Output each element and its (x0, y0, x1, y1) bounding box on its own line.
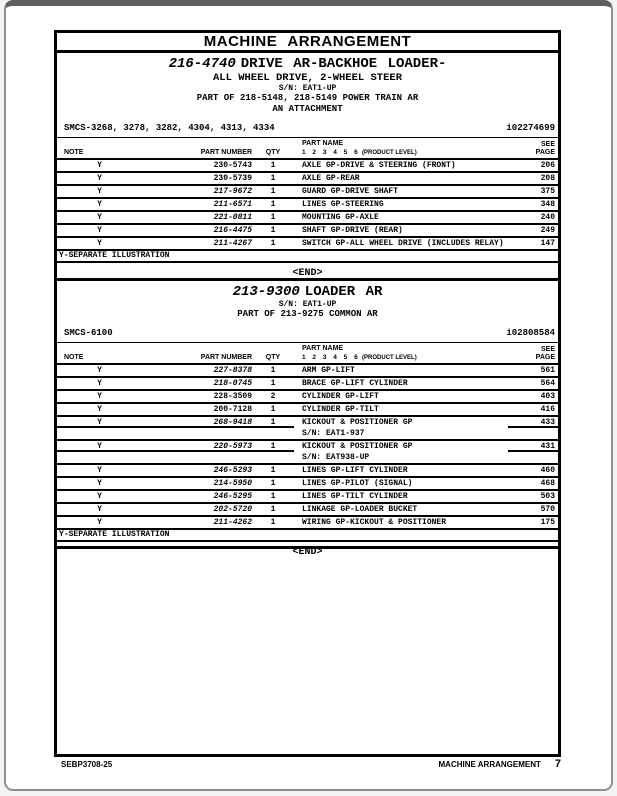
note-cell: Y (97, 226, 102, 235)
part-name-cell: S/N: EAT938-UP (302, 453, 370, 462)
empty-section (57, 549, 558, 754)
see-page-cell: 403 (540, 392, 555, 401)
part-number-cell (142, 452, 252, 463)
note-cell: Y (97, 392, 102, 401)
smcs-code: SMCS-3268, 3278, 3282, 4304, 4313, 4334 (64, 123, 275, 133)
smcs-code: SMCS-6100 (64, 328, 113, 338)
note-cell: Y (97, 200, 102, 209)
qty-cell: 1 (270, 518, 276, 527)
part-name-cell: WIRING GP-KICKOUT & POSITIONER (302, 518, 447, 527)
page-footer (61, 758, 561, 771)
part-number-cell: 268-9418 (142, 417, 252, 428)
part-number-cell: 230-5739 (213, 174, 252, 183)
table-row (57, 238, 558, 251)
part-name-cell: KICKOUT & POSITIONER GP (302, 418, 413, 427)
part-name-cell: S/N: EAT1-937 (302, 429, 365, 438)
note-cell: Y (97, 213, 102, 222)
part-name-cell: LINES GP-PILOT (SIGNAL) (302, 479, 413, 488)
qty-cell: 1 (270, 479, 276, 488)
section-part-number: 213-9300 (232, 284, 300, 300)
note-cell (57, 452, 142, 463)
note-cell: Y (97, 174, 102, 183)
note-cell: Y (97, 405, 102, 414)
header-note: NOTE (64, 354, 84, 361)
part-number-cell: 221-0811 (213, 213, 252, 222)
see-page-cell: 416 (540, 405, 555, 414)
document-page (4, 0, 613, 791)
qty-cell: 1 (270, 466, 276, 475)
table-row (57, 452, 558, 465)
qty-cell: 1 (270, 226, 276, 235)
footnote: Y-SEPARATE ILLUSTRATION (57, 530, 558, 542)
product-level-label: (PRODUCT LEVEL) (362, 150, 417, 156)
see-page-cell: 570 (540, 505, 555, 514)
page-title: MACHINE ARRANGEMENT (57, 33, 558, 53)
note-cell: Y (57, 417, 142, 428)
table-body (57, 365, 558, 530)
header-page: PAGE (535, 354, 555, 361)
part-number-cell: 227-8378 (213, 366, 252, 375)
see-page-cell: 206 (540, 161, 555, 170)
header-part-name-label: PART NAME (302, 140, 344, 147)
section-title-text: LOADER AR (304, 284, 383, 300)
table-row (57, 199, 558, 212)
end-marker: <END> (292, 547, 323, 558)
part-name-cell: KICKOUT & POSITIONER GP (302, 442, 413, 451)
end-marker: <END> (292, 268, 323, 279)
header-see: SEE (540, 346, 555, 353)
see-page-cell: 375 (540, 187, 555, 196)
table-row (57, 441, 558, 452)
part-number-cell: 228-3509 (213, 392, 252, 401)
qty-cell: 1 (270, 366, 276, 375)
table-row (57, 417, 558, 428)
qty-cell: 1 (270, 239, 276, 248)
qty-cell: 1 (270, 492, 276, 501)
header-part-number: PART NUMBER (200, 354, 252, 361)
table-row (57, 212, 558, 225)
table-row (57, 173, 558, 186)
content-frame (54, 30, 561, 757)
qty-cell: 1 (270, 161, 276, 170)
qty-cell: 1 (270, 405, 276, 414)
table-row (57, 404, 558, 417)
header-see-page (508, 141, 558, 157)
product-level-numbers: 1 2 3 4 5 6 (302, 149, 361, 156)
see-page-cell: 561 (540, 366, 555, 375)
table-row (57, 365, 558, 378)
header-product-level (302, 354, 508, 362)
see-page-cell: 348 (540, 200, 555, 209)
table-body (57, 160, 558, 251)
qty-cell: 1 (270, 174, 276, 183)
footnote: Y-SEPARATE ILLUSTRATION (57, 251, 558, 263)
doc-id: i02808584 (506, 328, 555, 338)
section-title-text: DRIVE AR-BACKHOE LOADER- (240, 56, 447, 72)
section-title (57, 284, 558, 300)
section-subtitles (57, 72, 558, 115)
header-product-level (302, 149, 508, 157)
table-row (57, 225, 558, 238)
table-row (57, 517, 558, 530)
footer-section-title: MACHINE ARRANGEMENT (438, 760, 541, 769)
part-name-cell: SWITCH GP-ALL WHEEL DRIVE (INCLUDES RELAY) (302, 239, 504, 248)
parts-table (57, 342, 558, 530)
see-page-cell: 468 (540, 479, 555, 488)
see-page-cell: 503 (540, 492, 555, 501)
part-number-cell: 211-4262 (213, 518, 252, 527)
part-name-cell: MOUNTING GP-AXLE (302, 213, 379, 222)
table-row (57, 465, 558, 478)
header-note: NOTE (64, 149, 84, 156)
note-cell: Y (97, 161, 102, 170)
part-name-cell: LINES GP-TILT CYLINDER (302, 492, 408, 501)
table-row (57, 491, 558, 504)
part-number-cell: 217-9672 (213, 187, 252, 196)
qty-cell: 1 (252, 417, 294, 428)
qty-cell (252, 452, 294, 463)
part-name-cell: LINES GP-STEERING (302, 200, 384, 209)
section-subtitle: S/N: EAT1-UP (278, 300, 337, 309)
see-page-cell: 147 (540, 239, 555, 248)
part-name-cell: AXLE GP-REAR (302, 174, 360, 183)
header-qty: QTY (265, 354, 281, 361)
header-qty: QTY (265, 149, 281, 156)
smcs-row (57, 328, 558, 338)
part-number-cell: 246-5295 (213, 492, 252, 501)
note-cell: Y (97, 366, 102, 375)
note-cell: Y (97, 505, 102, 514)
section-part-number: 216-4740 (168, 56, 236, 72)
smcs-row (57, 123, 558, 133)
parts-section (57, 53, 558, 281)
qty-cell: 1 (270, 200, 276, 209)
qty-cell: 2 (270, 392, 276, 401)
doc-id: i02274699 (506, 123, 555, 133)
section-title (57, 56, 558, 72)
part-name-cell: BRACE GP-LIFT CYLINDER (302, 379, 408, 388)
parts-section (57, 281, 558, 558)
see-page-cell: 249 (540, 226, 555, 235)
part-name-cell: CYLINDER GP-LIFT (302, 392, 379, 401)
qty-cell: 1 (270, 187, 276, 196)
part-number-cell: 220-5973 (142, 441, 252, 452)
table-row (57, 428, 558, 441)
header-part-name (294, 345, 508, 362)
note-cell: Y (97, 466, 102, 475)
part-number-cell: 218-0745 (213, 379, 252, 388)
section-subtitle: AN ATTACHMENT (272, 104, 343, 114)
part-number-cell (142, 428, 252, 439)
part-number-cell: 230-5743 (213, 161, 252, 170)
doc-code: SEBP3708-25 (61, 760, 113, 769)
see-page-cell: 564 (540, 379, 555, 388)
section-subtitle: PART OF 213-9275 COMMON AR (237, 309, 378, 319)
table-row (57, 504, 558, 517)
note-cell: Y (97, 379, 102, 388)
header-page: PAGE (535, 149, 555, 156)
note-cell: Y (97, 518, 102, 527)
header-part-name (294, 140, 508, 157)
part-name-cell: ARM GP-LIFT (302, 366, 355, 375)
part-number-cell: 216-4475 (213, 226, 252, 235)
see-page-cell: 433 (508, 417, 558, 428)
header-part-name-label: PART NAME (302, 345, 344, 352)
table-header-row (57, 138, 558, 160)
part-name-cell: LINES GP-LIFT CYLINDER (302, 466, 408, 475)
part-number-cell: 200-7128 (213, 405, 252, 414)
table-row (57, 160, 558, 173)
part-name-cell: SHAFT GP-DRIVE (REAR) (302, 226, 403, 235)
qty-cell: 1 (270, 379, 276, 388)
note-cell: Y (97, 239, 102, 248)
header-see: SEE (540, 141, 555, 148)
qty-cell: 1 (270, 213, 276, 222)
note-cell: Y (97, 187, 102, 196)
header-see-page (508, 346, 558, 362)
table-row (57, 391, 558, 404)
note-cell: Y (57, 441, 142, 452)
footer-right (439, 758, 562, 771)
qty-cell: 1 (252, 441, 294, 452)
product-level-numbers: 1 2 3 4 5 6 (302, 354, 361, 361)
see-page-cell (508, 428, 558, 439)
section-subtitle: ALL WHEEL DRIVE, 2-WHEEL STEER (212, 72, 403, 84)
note-cell (57, 428, 142, 439)
part-number-cell: 214-5950 (213, 479, 252, 488)
sections (57, 53, 558, 754)
page-number: 7 (554, 758, 561, 770)
see-page-cell: 460 (540, 466, 555, 475)
part-name-cell: AXLE GP-DRIVE & STEERING (FRONT) (302, 161, 456, 170)
part-number-cell: 211-4267 (213, 239, 252, 248)
parts-table (57, 137, 558, 251)
see-page-cell (508, 452, 558, 463)
note-cell: Y (97, 492, 102, 501)
table-row (57, 186, 558, 199)
part-number-cell: 202-5720 (213, 505, 252, 514)
section-subtitle: PART OF 218-5148, 218-5149 POWER TRAIN AR (196, 93, 419, 103)
see-page-cell: 208 (540, 174, 555, 183)
part-number-cell: 211-6571 (213, 200, 252, 209)
see-page-cell: 431 (508, 441, 558, 452)
qty-cell (252, 428, 294, 439)
header-part-number: PART NUMBER (200, 149, 252, 156)
qty-cell: 1 (270, 505, 276, 514)
product-level-label: (PRODUCT LEVEL) (362, 355, 417, 361)
section-subtitles (57, 300, 558, 320)
table-header-row (57, 343, 558, 365)
part-name-cell: LINKAGE GP-LOADER BUCKET (302, 505, 418, 514)
part-number-cell: 246-5293 (213, 466, 252, 475)
see-page-cell: 175 (540, 518, 555, 527)
table-row (57, 378, 558, 391)
note-cell: Y (97, 479, 102, 488)
table-row (57, 478, 558, 491)
section-subtitle: S/N: EAT1-UP (278, 84, 337, 93)
part-name-cell: GUARD GP-DRIVE SHAFT (302, 187, 399, 196)
part-name-cell: CYLINDER GP-TILT (302, 405, 379, 414)
see-page-cell: 240 (540, 213, 555, 222)
